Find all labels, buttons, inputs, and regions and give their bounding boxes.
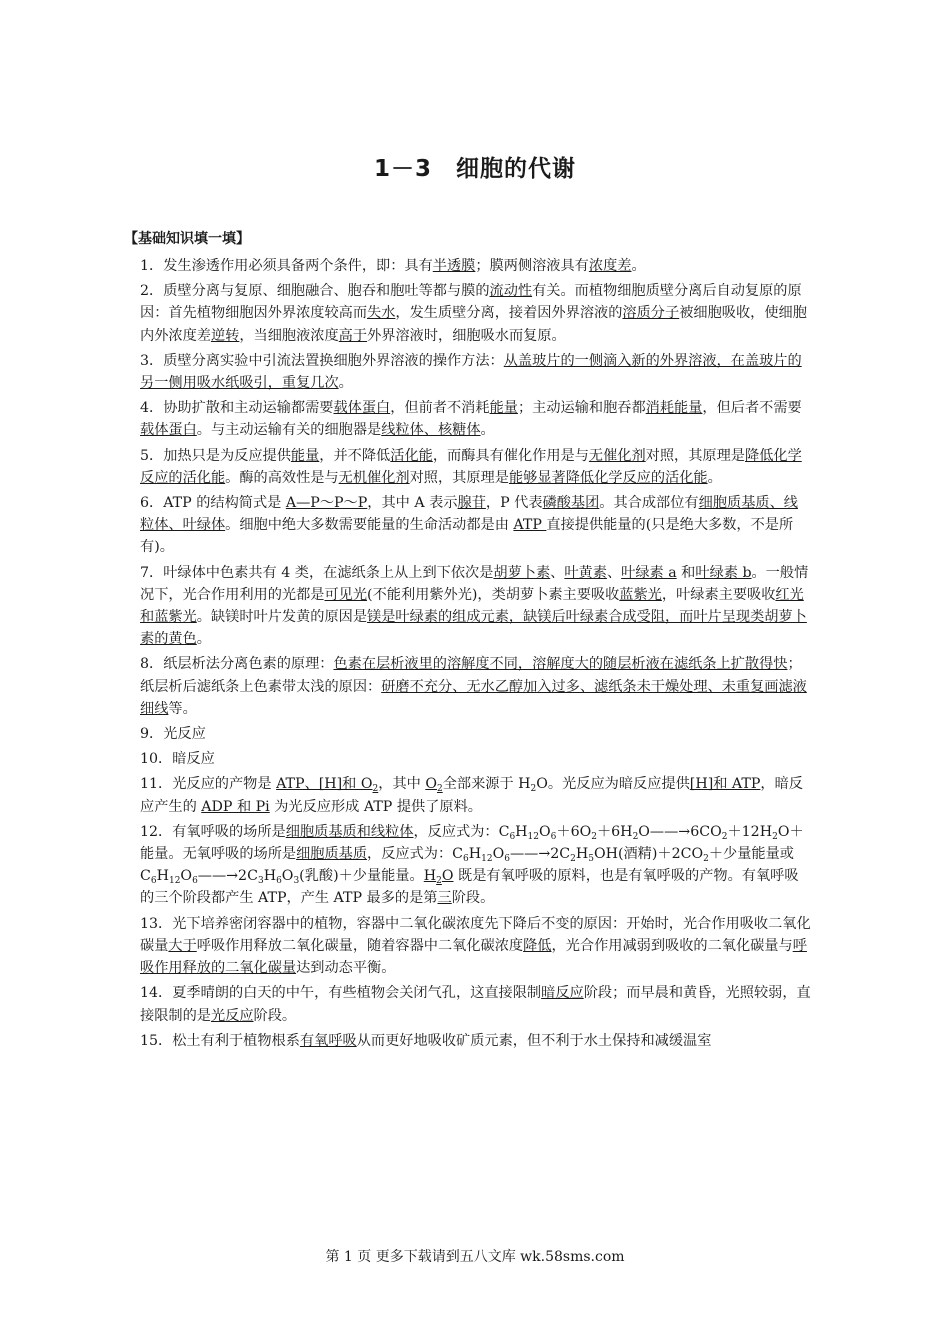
item-text: 全部来源于 H [442, 776, 531, 793]
item-text: ，但前者不消耗 [390, 400, 490, 417]
answer-text: 2 [436, 876, 442, 887]
item-text: H [575, 846, 589, 863]
item-text: 直接提供能量的(只是绝大多数，不是所有)。 [140, 517, 794, 556]
item-text: 12 [481, 854, 493, 865]
item-text: 4．协助扩散和主动运输都需要 [140, 400, 334, 417]
item-text: ；主动运输和胞吞都 [517, 400, 646, 417]
item-text: 6．ATP 的结构简式是 [140, 495, 286, 512]
answer-text: 三 [437, 890, 452, 907]
item-text: 5．加热只是为反应提供 [140, 447, 291, 464]
answer-text: 细胞质基质、线粒体、叶绿体 [140, 495, 798, 534]
answer-text: 叶黄素 [564, 564, 607, 581]
item-text: ，光合作用减弱到吸收的二氧化碳量与 [551, 937, 793, 954]
answer-text: 呼吸作用释放的二氧化碳量 [140, 937, 807, 977]
item-text: ；纸层析后滤纸条上色素带太浅的原因： [140, 656, 802, 695]
answer-text: 蓝紫光 [619, 586, 662, 603]
item-text: 从而更好地吸收矿质元素，但不利于水土保持和减缓温室 [356, 1032, 712, 1049]
item-text: 2 [632, 831, 639, 842]
question-item [140, 397, 812, 441]
question-item [140, 562, 812, 651]
question-item [140, 653, 812, 720]
answer-text: 溶质分子 [622, 305, 680, 322]
question-item [140, 982, 812, 1026]
item-text: (不能利用紫外光)，类胡萝卜素主要吸收 [367, 586, 620, 603]
question-item [140, 723, 812, 745]
answer-text: 失水 [367, 305, 396, 322]
item-text: ，叶绿素主要吸收 [661, 586, 776, 603]
item-text: 。酶的高效性是与 [225, 469, 339, 486]
item-text: 12 [168, 876, 181, 887]
item-text: ；膜两侧溶液具有 [475, 258, 589, 274]
item-text: 10．暗反应 [140, 751, 215, 768]
answer-text: 无催化剂 [588, 447, 646, 464]
item-text: O＋能量。无氧呼吸的场所是 [140, 823, 804, 863]
item-text: 。其合成部位有 [599, 495, 699, 512]
answer-text: 腺苷 [457, 495, 486, 512]
item-text: ，其中 A 表示 [367, 495, 458, 512]
item-text: 、 [606, 564, 622, 581]
item-text: 6 [504, 854, 510, 865]
item-text: ＋6H [596, 823, 633, 840]
item-text: 6 [509, 831, 516, 842]
item-text: ，反应式为：C [413, 823, 510, 840]
answer-text: 细胞质基质 [296, 846, 368, 863]
answer-text: 红光和蓝紫光 [140, 586, 804, 626]
item-text: 被细胞吸收，使细胞内外浓度差 [140, 305, 807, 344]
item-text: 6 [276, 876, 282, 887]
item-text: O [539, 823, 551, 840]
item-text: 2 [530, 784, 537, 795]
item-text: 3．质壁分离实验中引流法置换细胞外界溶液的操作方法： [140, 352, 504, 369]
item-text: 2 [570, 854, 576, 865]
item-text: OH(酒精)＋2CO [593, 846, 704, 863]
answer-text: 流动性 [489, 283, 533, 300]
item-text: (乳酸)＋少量能量。 [299, 868, 424, 885]
item-text: ，暗反应产生的 [140, 776, 803, 815]
item-text: ，但后者不需要 [702, 400, 802, 417]
question-item [140, 255, 812, 277]
answer-text: 载体蛋白 [333, 400, 391, 417]
item-text: 11．光反应的产物是 [140, 776, 277, 793]
answer-text: 色素在层析液里的溶解度不同，溶解度大的随层析液在滤纸条上扩散得快 [333, 656, 788, 673]
answer-text: 镁是叶绿素的组成元素，缺镁后叶绿素合成受阻，而叶片呈现类胡萝卜素的黄色 [140, 609, 807, 648]
item-text: 6 [150, 876, 157, 887]
item-text: 。 [196, 631, 211, 648]
answer-text: 消耗能量 [645, 400, 703, 417]
item-text: 和 [676, 564, 696, 581]
answer-text: 磷酸基团 [542, 495, 600, 512]
item-text: 有关。而植物细胞质壁分离后自动复原的原因：首先植物细胞因外界浓度较高而 [140, 283, 802, 322]
item-text: 。缺镁时叶片发黄的原因是 [196, 609, 368, 626]
page-title: 1－3 细胞的代谢 [373, 156, 576, 182]
item-text: ，反应式为：C [367, 846, 464, 863]
item-text: ＋6O [556, 823, 592, 840]
item-text: 对照，其原理是 [409, 469, 509, 486]
item-text: 阶段；而早晨和黄昏，光照较弱，直接限制的是 [140, 985, 811, 1024]
item-text: 5 [588, 854, 594, 865]
answer-text: 半透膜 [432, 258, 476, 274]
question-item [140, 913, 812, 980]
item-text: 3 [257, 876, 264, 887]
item-text: ，而酶具有催化作用是与 [432, 447, 589, 464]
item-text: 2 [591, 831, 597, 842]
item-text: 外界溶液时，细胞吸水而复原。 [367, 327, 566, 344]
item-text: ——→2C [197, 868, 258, 885]
section-heading: 【基础知识填一填】 [124, 231, 250, 247]
question-item [140, 350, 812, 394]
item-text: O。光反应为暗反应提供 [536, 776, 690, 793]
item-text: ，P 代表 [485, 495, 543, 512]
answer-text: 降低 [523, 937, 552, 954]
answer-text: 高于 [338, 327, 368, 344]
item-text: H [468, 846, 482, 863]
item-text: 15．松土有利于植物根系 [140, 1032, 300, 1049]
answer-text: 研磨不充分、无水乙醇加入过多、滤纸条未干燥处理、未重复画滤液细线 [140, 678, 807, 717]
item-text: 6 [463, 854, 469, 865]
answer-text: 可见光 [324, 586, 368, 603]
answer-text: 载体蛋白 [140, 422, 197, 439]
answer-text: ATP、[H]和 O [276, 776, 373, 793]
question-list [140, 255, 812, 1055]
item-text: 达到动态平衡。 [296, 960, 396, 977]
page-footer: 第 1 页 更多下载请到五八文库 wk.58sms.com [325, 1249, 625, 1265]
answer-text: 叶绿素 b [695, 564, 752, 581]
item-text: 2 [721, 831, 728, 842]
item-text: ——→2C [509, 846, 571, 863]
item-text: 6 [192, 876, 198, 887]
item-text: 6 [550, 831, 557, 842]
item-text: 。一般情况下，光合作用利用的光都是 [140, 564, 809, 603]
question-item [140, 821, 812, 910]
item-text: O [281, 868, 294, 885]
answer-text: 线粒体、核糖体 [381, 422, 481, 439]
answer-text: 从盖玻片的一侧滴入新的外界溶液，在盖玻片的另一侧用吸水纸吸引，重复几次 [140, 352, 802, 392]
item-text: 2 [703, 854, 709, 865]
item-text: 等。 [168, 700, 197, 717]
item-text: ＋少量能量或 C [140, 846, 794, 885]
answer-text: 活化能 [390, 447, 433, 464]
item-text: 。细胞中绝大多数需要能量的生命活动都是由 [225, 517, 514, 534]
answer-text: 胡萝卜素 [493, 564, 551, 581]
item-text: 。 [631, 258, 646, 274]
answer-text: 大于 [168, 937, 197, 954]
item-text: O [492, 846, 505, 863]
item-text: 呼吸作用释放二氧化碳量，随着容器中二氧化碳浓度 [196, 937, 524, 954]
answer-text: H [423, 868, 437, 885]
answer-text: 光反应 [210, 1007, 254, 1024]
answer-text: [H]和 ATP [689, 776, 761, 793]
item-text: 对照，其原理是 [645, 447, 745, 464]
answer-text: 暗反应 [541, 985, 584, 1002]
item-text: 2 [772, 831, 778, 842]
item-text: O——→6CO [638, 823, 722, 840]
item-text: 13．光下培养密闭容器中的植物，容器中二氧化碳浓度先下降后不变的原因：开始时，光合作用吸收二氧化碳量 [140, 915, 811, 954]
answer-text: 有氧呼吸 [299, 1032, 357, 1049]
question-item [140, 748, 812, 770]
answer-text: 细胞质基质和线粒体 [285, 823, 414, 840]
answer-text: 能够显著降低化学反应的活化能 [508, 469, 708, 486]
item-text: 。 [338, 375, 353, 392]
item-text: 14．夏季晴朗的白天的中午，有些植物会关闭气孔，这直接限制 [140, 985, 542, 1002]
item-text: 阶段。 [253, 1007, 297, 1024]
item-text: 。与主动运输有关的细胞器是 [196, 422, 382, 439]
item-text: ＋12H [727, 823, 773, 840]
answer-text: O [441, 868, 454, 885]
item-text: 。 [480, 422, 495, 439]
item-text: 。 [707, 469, 722, 486]
answer-text: 能量 [290, 447, 320, 464]
answer-text: O [425, 776, 437, 793]
question-item [140, 445, 812, 489]
question-item [140, 280, 812, 347]
question-item [140, 773, 812, 817]
item-text: ，并不降低 [319, 447, 391, 464]
question-item [140, 492, 812, 559]
answer-text: A—P～P～P [285, 495, 368, 512]
item-text: 2．质壁分离与复原、细胞融合、胞吞和胞吐等都与膜的 [140, 283, 490, 300]
item-text: 12 [527, 831, 539, 842]
answer-text: ATP [513, 517, 547, 534]
item-text: O [180, 868, 193, 885]
answer-text: 逆转 [210, 327, 240, 344]
answer-text: 2 [436, 784, 443, 795]
item-text: 、 [550, 564, 565, 581]
answer-text: 无机催化剂 [338, 469, 410, 486]
item-text: 8．纸层析法分离色素的原理： [140, 656, 334, 673]
answer-text: 2 [372, 784, 379, 795]
question-item [140, 1030, 812, 1052]
item-text: 阶段。 [451, 890, 495, 907]
answer-text: 浓度差 [588, 258, 632, 274]
item-text: 9．光反应 [140, 726, 206, 743]
item-text: 既是有氧呼吸的原料，也是有氧呼吸的产物。有氧呼吸的三个阶段都产生 ATP，产生 ATP 最多的是第 [140, 868, 799, 907]
answer-text: ADP 和 Pi [201, 798, 270, 815]
item-text: H [156, 868, 169, 885]
item-text: 1．发生渗透作用必须具备两个条件，即：具有 [140, 258, 433, 274]
item-text: H [263, 868, 277, 885]
item-text: 7．叶绿体中色素共有 4 类，在滤纸条上从上到下依次是 [140, 564, 494, 581]
answer-text: 能量 [489, 400, 518, 417]
item-text: 3 [293, 876, 300, 887]
item-text: ，其中 [378, 776, 426, 793]
answer-text: 降低化学反应的活化能 [140, 447, 802, 486]
item-text: ，发生质壁分离，接着因外界溶液的 [395, 305, 623, 322]
item-text: 为光反应形成 ATP 提供了原料。 [269, 798, 482, 815]
item-text: ，当细胞液浓度 [239, 327, 339, 344]
item-text: H [515, 823, 528, 840]
item-text: 12．有氧呼吸的场所是 [140, 823, 286, 840]
answer-text: 叶绿素 a [621, 564, 677, 581]
